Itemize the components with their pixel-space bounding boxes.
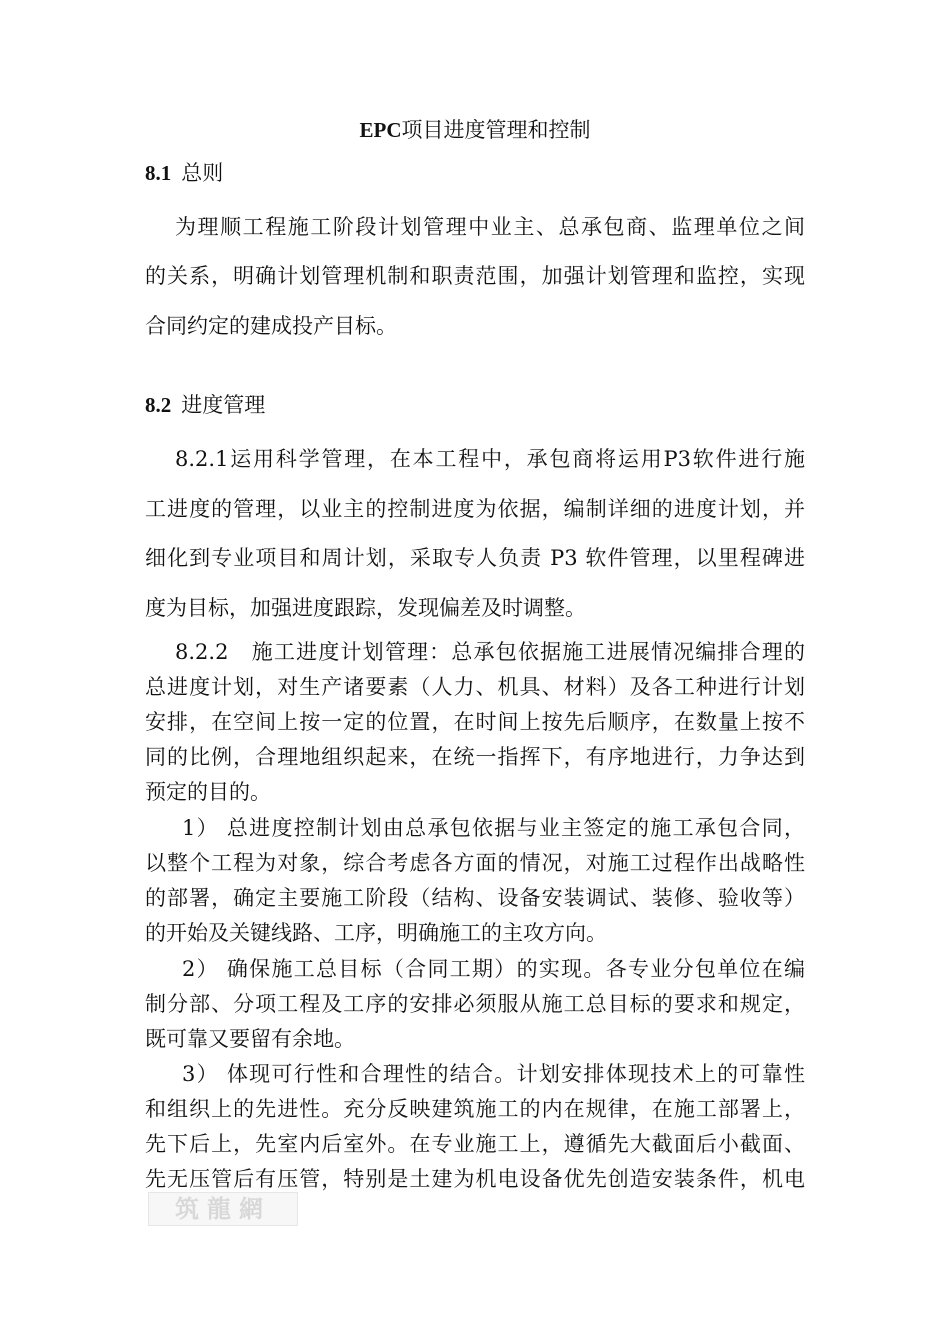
title-bold: EPC xyxy=(359,118,402,142)
list-item-line: 的部署，确定主要施工阶段（结构、设备安装调试、装修、验收等） xyxy=(145,886,805,910)
paragraph-line: 同的比例，合理地组织起来，在统一指挥下，有序地进行，力争达到 xyxy=(145,745,805,769)
list-item-line: 以整个工程为对象，综合考虑各方面的情况，对施工过程作出战略性 xyxy=(145,851,805,875)
paragraph-line: 工进度的管理，以业主的控制进度为依据，编制详细的进度计划，并 xyxy=(145,497,805,521)
paragraph-line: 8.2.1运用科学管理，在本工程中，承包商将运用P3软件进行施 xyxy=(175,447,805,471)
list-item-line: 3） 体现可行性和合理性的结合。计划安排体现技术上的可靠性 xyxy=(182,1062,805,1086)
paragraph-line: 总进度计划，对生产诸要素（人力、机具、材料）及各工种进行计划 xyxy=(145,675,805,699)
paragraph-line: 8.2.2 施工进度计划管理：总承包依据施工进展情况编排合理的 xyxy=(175,640,805,664)
list-item-line: 先无压管后有压管，特别是土建为机电设备优先创造安装条件，机电 xyxy=(145,1167,805,1191)
paragraph-line: 为理顺工程施工阶段计划管理中业主、总承包商、监理单位之间 xyxy=(175,215,805,239)
watermark-logo: 筑龍網 xyxy=(148,1192,298,1226)
paragraph-line: 安排，在空间上按一定的位置，在时间上按先后顺序，在数量上按不 xyxy=(145,710,805,734)
section-heading-8-1: 8.1 总则 xyxy=(145,161,224,185)
paragraph-line: 细化到专业项目和周计划，采取专人负责 P3 软件管理，以里程碑进 xyxy=(145,546,805,570)
list-item-line: 既可靠又要留有余地。 xyxy=(145,1027,355,1051)
list-item-line: 1） 总进度控制计划由总承包依据与业主签定的施工承包合同， xyxy=(182,816,805,840)
title-text: 项目进度管理和控制 xyxy=(401,118,591,142)
paragraph-line: 度为目标，加强进度跟踪，发现偏差及时调整。 xyxy=(145,596,586,620)
list-item-line: 制分部、分项工程及工序的安排必须服从施工总目标的要求和规定， xyxy=(145,992,805,1016)
list-item-line: 和组织上的先进性。充分反映建筑施工的内在规律，在施工部署上， xyxy=(145,1097,805,1121)
list-item-line: 的开始及关键线路、工序，明确施工的主攻方向。 xyxy=(145,921,607,945)
paragraph-line: 的关系，明确计划管理机制和职责范围，加强计划管理和监控，实现 xyxy=(145,264,805,288)
page-title xyxy=(0,114,950,144)
paragraph-line: 合同约定的建成投产目标。 xyxy=(145,314,397,338)
section-heading-8-2: 8.2 进度管理 xyxy=(145,393,266,417)
list-item-line: 2） 确保施工总目标（合同工期）的实现。各专业分包单位在编 xyxy=(182,957,805,981)
paragraph-line: 预定的目的。 xyxy=(145,780,271,804)
list-item-line: 先下后上，先室内后室外。在专业施工上，遵循先大截面后小截面、 xyxy=(145,1132,805,1156)
